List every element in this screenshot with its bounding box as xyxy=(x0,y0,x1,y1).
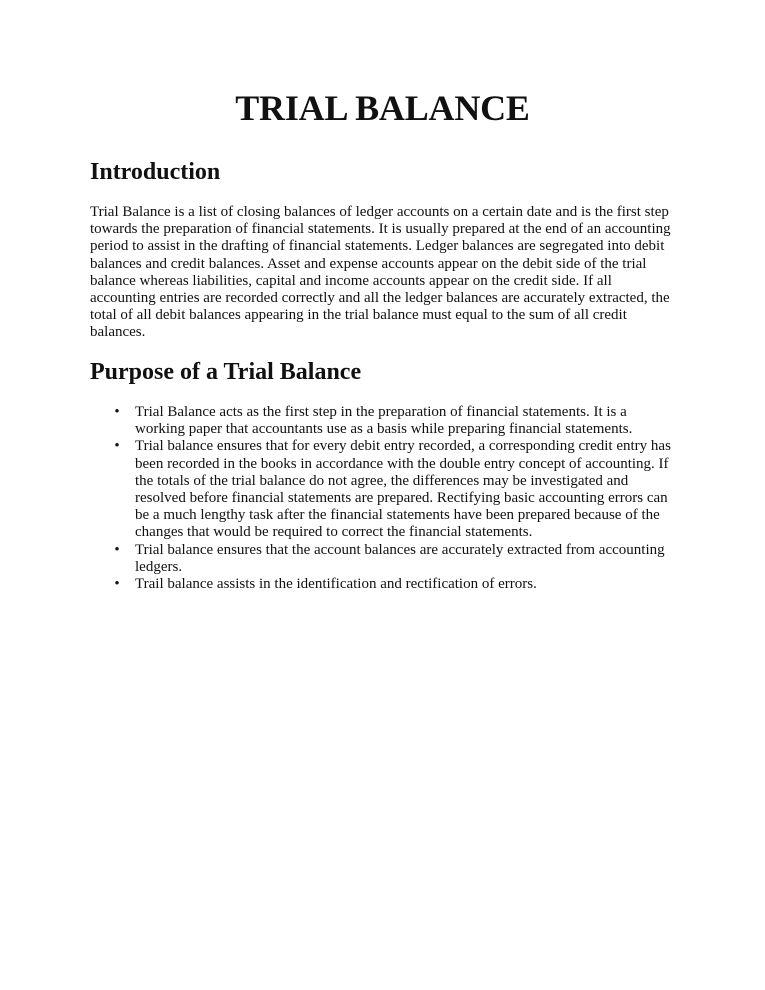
introduction-paragraph xyxy=(90,204,690,342)
bullet-icon: • xyxy=(114,576,120,593)
list-item-line: Trial balance ensures that the account balances are accurately extracted from accounting xyxy=(135,541,665,558)
list-item-line: be a much lengthy task after the financial statements have been prepared because of the xyxy=(135,507,660,524)
list-item-line: the totals of the trial balance do not agree, the differences may be investigated and xyxy=(135,472,629,489)
paragraph-line: period to assist in the drafting of financial statements. Ledger balances are segregated into debit xyxy=(90,238,665,255)
paragraph-line: balances and credit balances. Asset and expense accounts appear on the debit side of the trial xyxy=(90,255,647,272)
paragraph-line: Trial Balance is a list of closing balances of ledger accounts on a certain date and is the first step xyxy=(90,204,669,220)
list-item-line: working paper that accountants use as a basis while preparing financial statements. xyxy=(135,421,633,438)
list-item xyxy=(90,404,690,438)
list-item-line: Trial Balance acts as the first step in the preparation of financial statements. It is a xyxy=(135,404,627,420)
paragraph-line: accounting entries are recorded correctly and all the ledger balances are accurately extracted, the xyxy=(90,290,670,307)
list-item xyxy=(90,576,690,593)
list-item-line: Trial balance ensures that for every debit entry recorded, a corresponding credit entry has xyxy=(135,438,671,455)
list-item-line: ledgers. xyxy=(135,558,183,575)
bullet-icon: • xyxy=(114,541,120,558)
list-item-line: resolved before financial statements are prepared. Rectifying basic accounting errors can xyxy=(135,490,668,507)
list-item xyxy=(90,438,690,541)
list-item-line: changes that would be required to correct the financial statements. xyxy=(135,524,533,541)
paragraph-line: total of all debit balances appearing in the trial balance must equal to the sum of all credit xyxy=(90,307,627,324)
purpose-bullet-list xyxy=(90,404,690,593)
list-item xyxy=(90,542,690,576)
paragraph-line: balances. xyxy=(90,324,146,341)
section-heading-purpose: Purpose of a Trial Balance xyxy=(90,359,362,385)
bullet-icon: • xyxy=(114,438,120,455)
paragraph-line: balance whereas liabilities, capital and income accounts appear on the credit side. If all xyxy=(90,272,612,289)
list-item-line: been recorded in the books in accordance with the double entry concept of accounting. If xyxy=(135,455,669,472)
document-title: TRIAL BALANCE xyxy=(235,88,530,128)
bullet-icon: • xyxy=(114,404,120,420)
list-item-line: Trail balance assists in the identification and rectification of errors. xyxy=(135,576,537,593)
section-heading-introduction: Introduction xyxy=(90,159,221,185)
paragraph-line: towards the preparation of financial statements. It is usually prepared at the end of an accounting xyxy=(90,221,671,238)
